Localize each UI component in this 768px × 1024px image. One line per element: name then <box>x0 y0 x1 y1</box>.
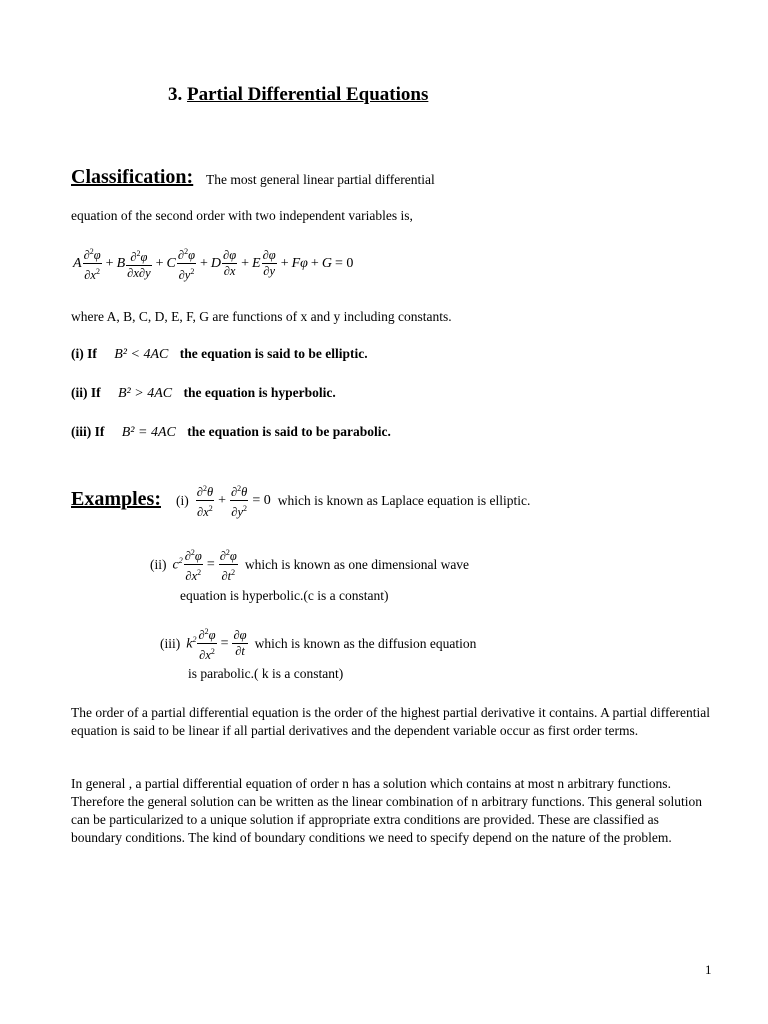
section-number: 3. <box>168 84 183 105</box>
example-diffusion-continued: is parabolic.( k is a constant) <box>188 666 344 681</box>
classification-intro-1: The most general linear partial differential <box>206 172 435 187</box>
example-wave: (ii) $c^2$ $\frac{\partial^2\varphi}{\partial x^2}$ = $\frac{\partial^2\varphi}{\partial t^2}$ which is known as one dimensional wave <box>150 545 469 584</box>
classification-intro-2: equation of the second order with two independent variables is, <box>71 208 413 223</box>
example-diffusion: (iii) $k^2$ $\frac{\partial^2\varphi}{\partial x^2}$ = $\frac{\partial\varphi}{\partial t}$ which is known as the diffusion equation <box>160 624 476 663</box>
classification-heading: Classification: <box>71 166 194 188</box>
page-number: 1 <box>705 962 712 977</box>
section-title: Partial Differential Equations <box>187 84 429 105</box>
paragraph-order-linearity: The order of a partial differential equation is the order of the highest partial derivative it contains. A partial differential equation is said to be linear if all partial derivatives and the dependent variable occur as first order terms. <box>71 705 711 738</box>
case-hyperbolic: (ii) If B² > 4AC the equation is hyperbolic. <box>71 385 336 401</box>
example-laplace: (i) $\frac{\partial^2\theta}{\partial x^2}$ + $\frac{\partial^2\theta}{\partial y^2}$ = 0 which is known as Laplace equation is elliptic. <box>176 481 530 520</box>
example-wave-continued: equation is hyperbolic.(c is a constant) <box>180 588 389 603</box>
where-text: where A, B, C, D, E, F, G are functions of x and y including constants. <box>71 309 452 324</box>
paragraph-general-solution: In general , a partial differential equation of order n has a solution which contains at most n arbitrary functions. Therefore the general solution can be written as the linear combination of n arbitrary functions. This general solution can be particularized to a unique solution if appropriate extra conditions are provided. These are classified as boundary conditions. The kind of boundary conditions we need to specify depend on the nature of the problem. <box>71 776 703 845</box>
page-title <box>168 84 428 106</box>
case-elliptic: (i) If B² < 4AC the equation is said to be elliptic. <box>71 346 368 362</box>
general-pde-equation: A $\frac{\partial^2\varphi}{\partial x^2}$ + B $\frac{\partial^2\varphi}{\partial x\partial y}$ + C $\frac{\partial^2\varphi}{\partial y^2}$ + D $\frac{\partial\varphi}{\partial x}$ + E $\frac{\partial\varphi}{\partial y}$ + Fφ + G = 0 <box>73 244 356 283</box>
case-parabolic: (iii) If B² = 4AC the equation is said to be parabolic. <box>71 424 391 440</box>
examples-heading: Examples: <box>71 488 161 510</box>
